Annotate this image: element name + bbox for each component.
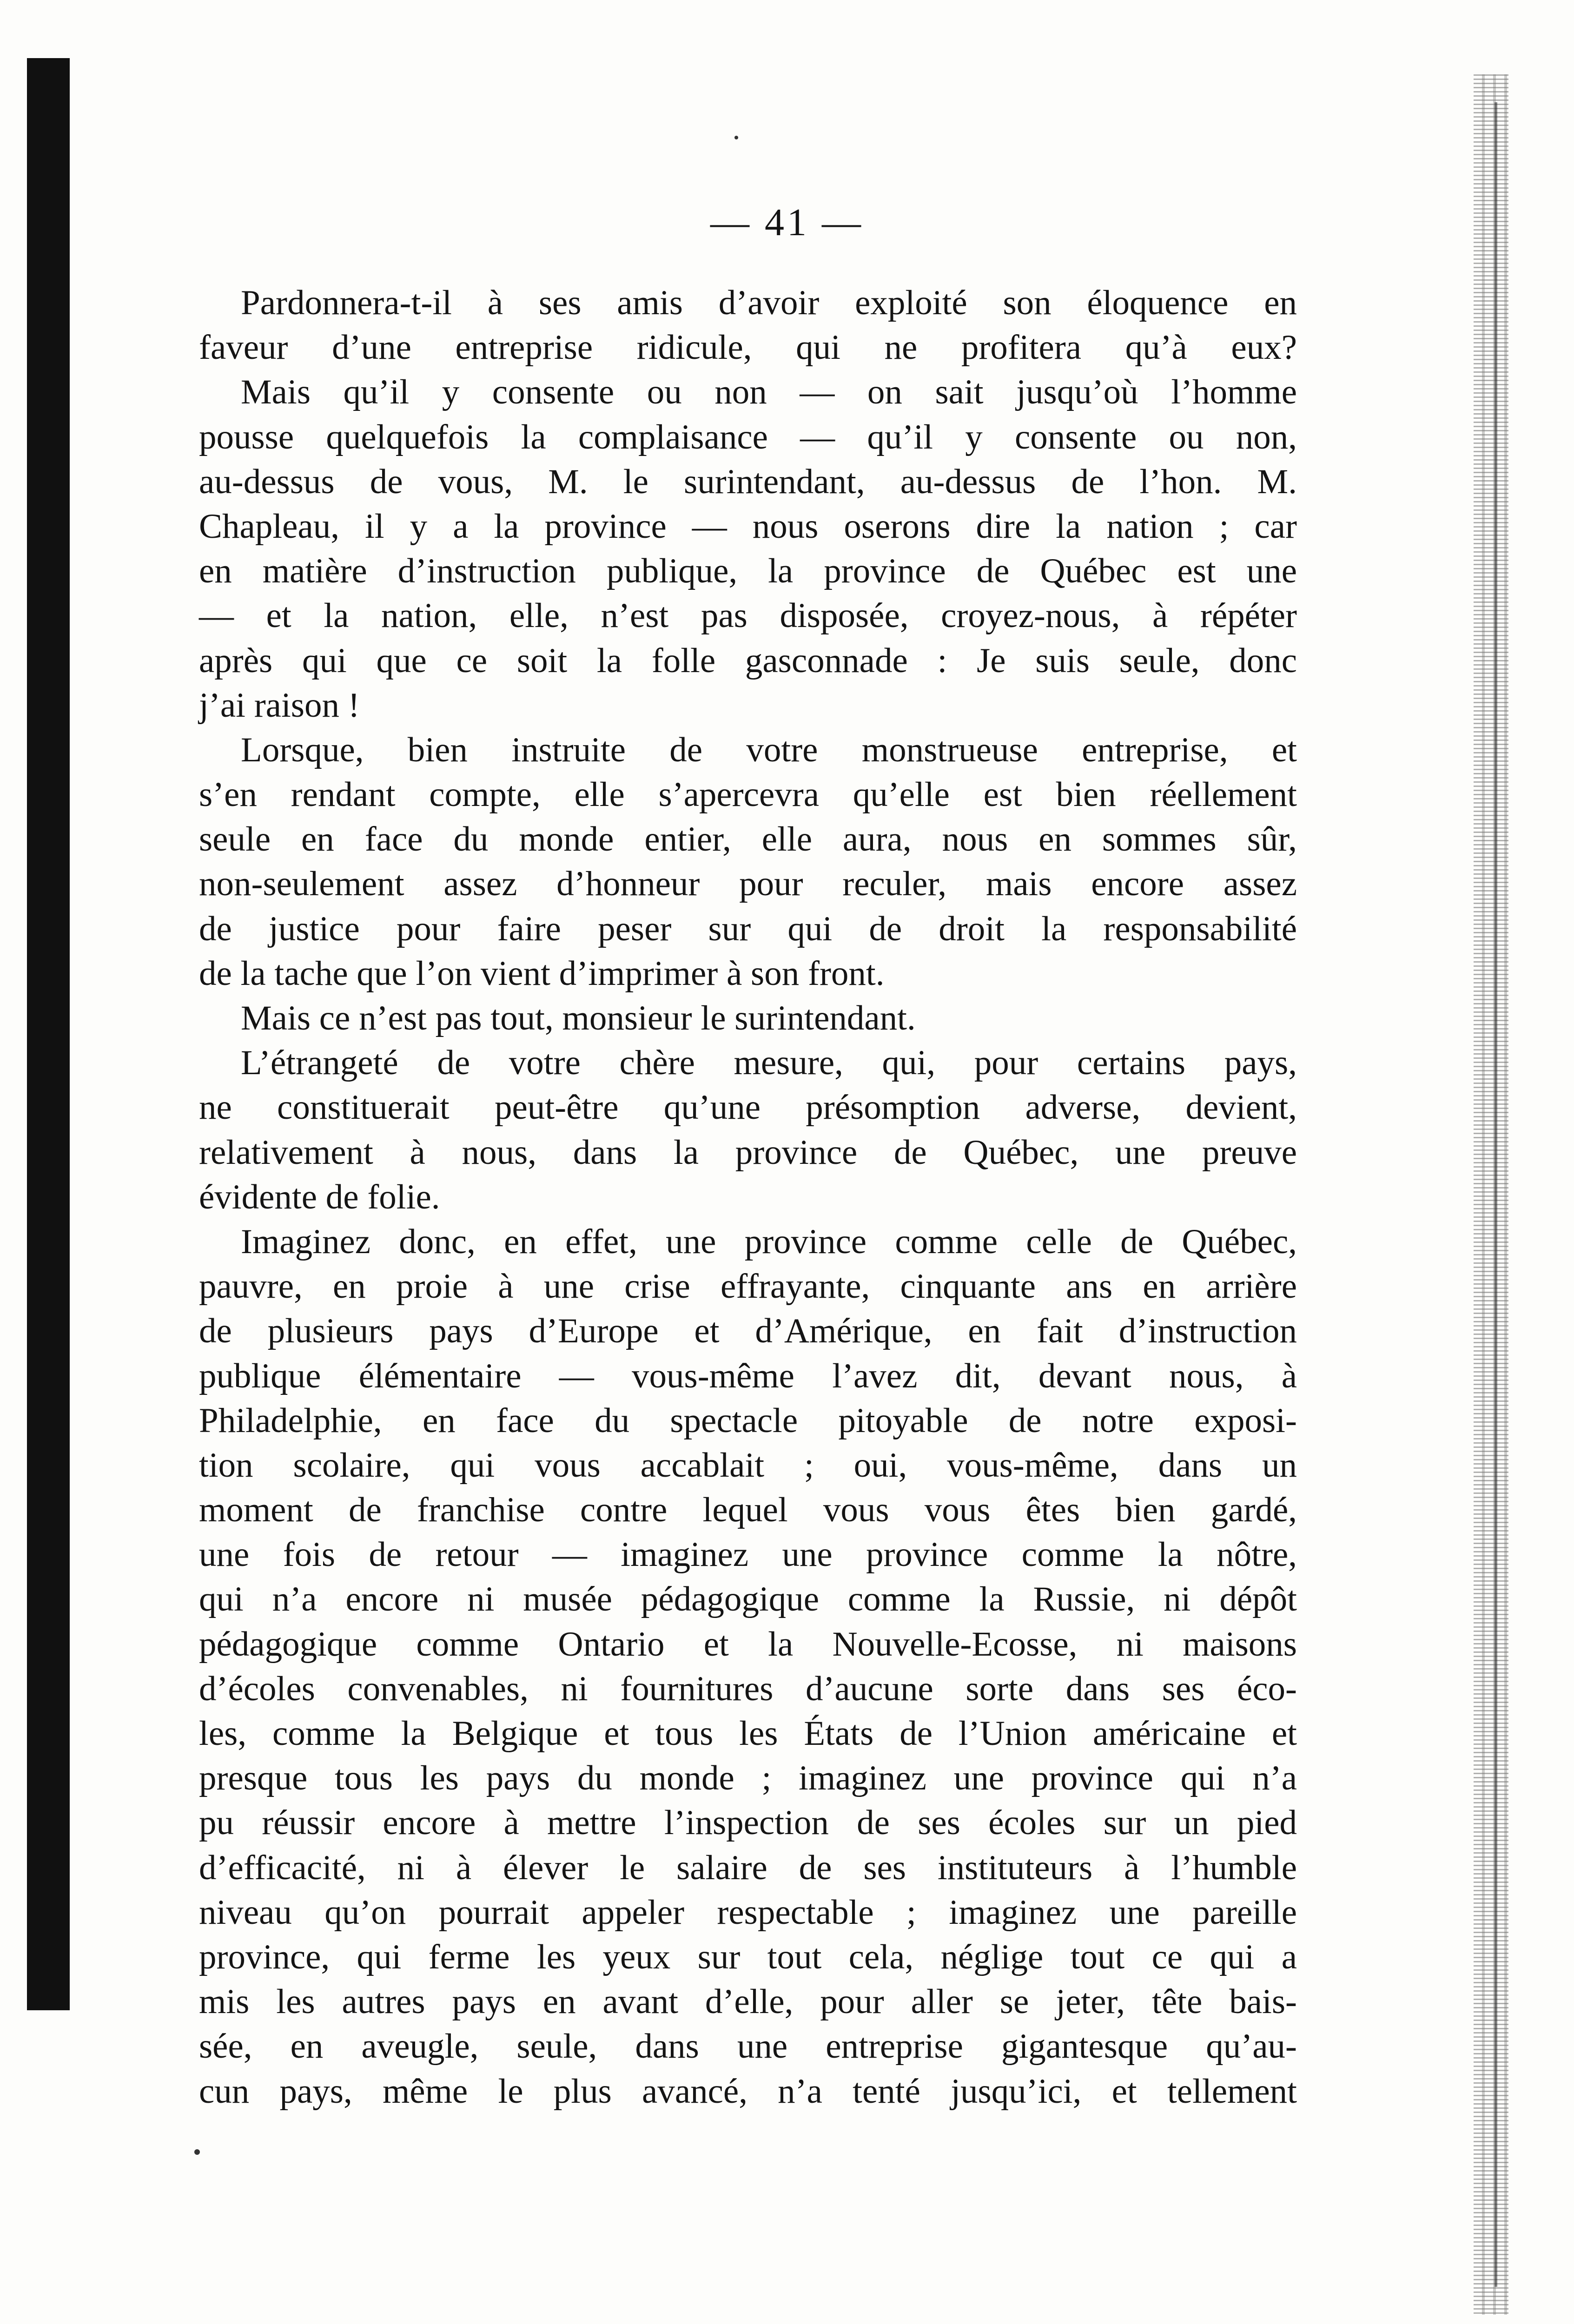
text-line: L’étrangeté de votre chère mesure, qui, pour certains pays, — [241, 1043, 1297, 1083]
text-line: au-dessus de vous, M. le surintendant, au-dessus de l’hon. M. — [199, 462, 1297, 501]
page-edge-speckle — [1474, 74, 1508, 2315]
text-line: de la tache que l’on vient d’imprimer à son front. — [199, 954, 885, 993]
text-line: relativement à nous, dans la province de Québec, une preuve — [199, 1133, 1297, 1172]
ink-speck — [734, 136, 738, 139]
text-line: pu réussir encore à mettre l’inspection de ses écoles sur un pied — [199, 1803, 1297, 1842]
text-line: évidente de folie. — [199, 1177, 440, 1216]
text-line: — et la nation, elle, n’est pas disposée, croyez-nous, à répéter — [199, 596, 1297, 635]
text-line: presque tous les pays du monde ; imaginez une province qui n’a — [199, 1759, 1297, 1798]
text-line: de justice pour faire peser sur qui de droit la responsabilité — [199, 909, 1297, 948]
text-line: pousse quelquefois la complaisance — qu’il y consente ou non, — [199, 417, 1297, 456]
text-line: Mais qu’il y consente ou non — on sait jusqu’où l’homme — [241, 373, 1297, 412]
text-line: Chapleau, il y a la province — nous oserons dire la nation ; car — [199, 507, 1297, 546]
text-line: moment de franchise contre lequel vous vous êtes bien gardé, — [199, 1491, 1297, 1530]
text-line: niveau qu’on pourrait appeler respectable ; imaginez une pareille — [199, 1893, 1297, 1932]
text-line: de plusieurs pays d’Europe et d’Amérique, en fait d’instruction — [199, 1312, 1297, 1351]
text-line: seule en face du monde entier, elle aura, nous en sommes sûr, — [199, 820, 1297, 859]
binding-shadow — [27, 58, 70, 2010]
text-line: pédagogique comme Ontario et la Nouvelle-Ecosse, ni maisons — [199, 1624, 1297, 1664]
text-line: Lorsque, bien instruite de votre monstrueuse entreprise, et — [241, 730, 1297, 769]
text-line: pauvre, en proie à une crise effrayante, cinquante ans en arrière — [199, 1267, 1297, 1306]
text-line: ne constituerait peut-être qu’une présomption adverse, devient, — [199, 1088, 1297, 1127]
text-line: faveur d’une entreprise ridicule, qui ne profitera qu’à eux? — [199, 328, 1297, 367]
text-line: non-seulement assez d’honneur pour reculer, mais encore assez — [199, 865, 1297, 904]
text-line: d’écoles convenables, ni fournitures d’aucune sorte dans ses éco- — [199, 1669, 1297, 1708]
text-line: après qui que ce soit la folle gasconnade : Je suis seule, donc — [199, 641, 1297, 680]
text-line: Pardonnera-t-il à ses amis d’avoir exploité son éloquence en — [241, 284, 1297, 322]
text-line: publique élémentaire — vous-même l’avez dit, devant nous, à — [199, 1356, 1297, 1395]
text-line: j’ai raison ! — [199, 686, 360, 725]
page-number: — 41 — — [710, 201, 864, 244]
text-line: mis les autres pays en avant d’elle, pour aller se jeter, tête bais- — [199, 1982, 1297, 2021]
ink-speck — [194, 2149, 200, 2155]
text-line: Imaginez donc, en effet, une province comme celle de Québec, — [241, 1222, 1297, 1261]
text-line: Philadelphie, en face du spectacle pitoyable de notre exposi- — [199, 1401, 1297, 1440]
body-text — [199, 281, 1297, 2114]
text-line: province, qui ferme les yeux sur tout cela, néglige tout ce qui a — [199, 1937, 1297, 1976]
text-line: en matière d’instruction publique, la province de Québec est une — [199, 552, 1297, 591]
text-line: une fois de retour — imaginez une province comme la nôtre, — [199, 1535, 1297, 1574]
text-line: les, comme la Belgique et tous les États de l’Union américaine et — [199, 1714, 1297, 1753]
text-line: sée, en aveugle, seule, dans une entreprise gigantesque qu’au- — [199, 2027, 1297, 2066]
text-line: qui n’a encore ni musée pédagogique comme la Russie, ni dépôt — [199, 1580, 1297, 1619]
text-line: cun pays, même le plus avancé, n’a tenté jusqu’ici, et tellement — [199, 2072, 1297, 2111]
text-line: tion scolaire, qui vous accablait ; oui, vous-même, dans un — [199, 1446, 1297, 1485]
page-edge-line — [1495, 102, 1497, 2287]
text-line: Mais ce n’est pas tout, monsieur le surintendant. — [241, 999, 916, 1037]
text-line: s’en rendant compte, elle s’apercevra qu’elle est bien réellement — [199, 775, 1297, 814]
text-line: d’efficacité, ni à élever le salaire de ses instituteurs à l’humble — [199, 1848, 1297, 1887]
